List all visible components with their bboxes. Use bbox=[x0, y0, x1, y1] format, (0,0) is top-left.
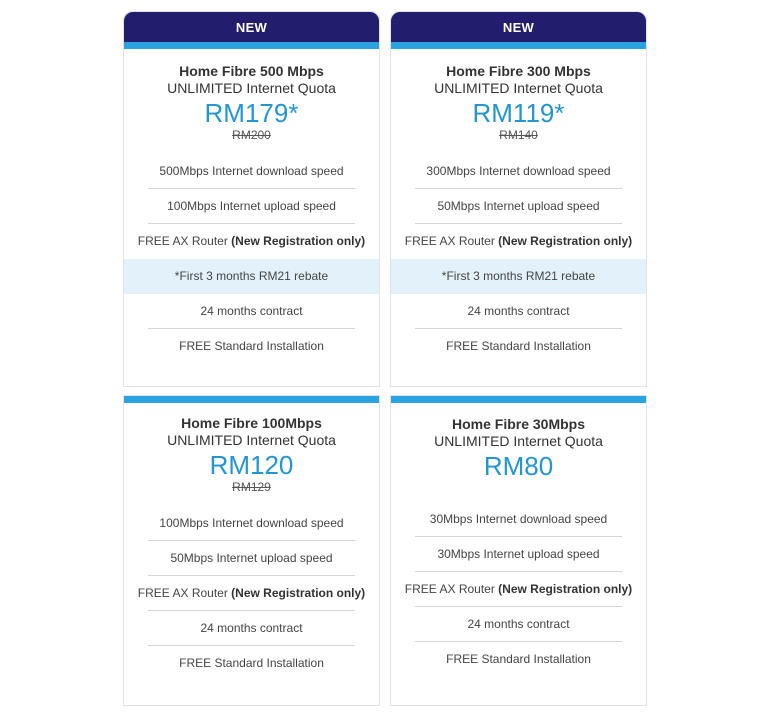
feature-note: (New Registration only) bbox=[498, 234, 633, 248]
accent-bar bbox=[124, 396, 379, 403]
feature-text: 50Mbps Internet upload speed bbox=[437, 199, 600, 213]
feature-text: 500Mbps Internet download speed bbox=[159, 164, 344, 178]
feature-item bbox=[124, 154, 379, 189]
feature-text: 50Mbps Internet upload speed bbox=[170, 551, 333, 565]
feature-list bbox=[124, 506, 379, 681]
feature-text: 24 months contract bbox=[200, 621, 303, 635]
feature-item bbox=[391, 224, 646, 259]
feature-item bbox=[391, 607, 646, 642]
feature-item bbox=[391, 642, 646, 677]
feature-item bbox=[391, 572, 646, 607]
feature-item bbox=[124, 224, 379, 259]
feature-text: FREE AX Router bbox=[404, 234, 499, 248]
feature-text: FREE Standard Installation bbox=[446, 339, 591, 353]
accent-bar bbox=[391, 42, 646, 49]
feature-list bbox=[391, 154, 646, 364]
plan-title: Home Fibre 30Mbps bbox=[451, 416, 586, 432]
feature-text: 24 months contract bbox=[467, 617, 570, 631]
feature-text: *First 3 months RM21 rebate bbox=[441, 269, 596, 283]
feature-item bbox=[391, 294, 646, 329]
feature-text: 30Mbps Internet upload speed bbox=[437, 547, 600, 561]
feature-item bbox=[124, 646, 379, 681]
feature-item-rebate bbox=[391, 259, 646, 294]
plan-title: Home Fibre 500 Mbps bbox=[179, 63, 324, 79]
feature-text: FREE AX Router bbox=[137, 586, 232, 600]
feature-item-rebate bbox=[124, 259, 379, 294]
feature-text: 100Mbps Internet download speed bbox=[159, 516, 344, 530]
feature-item bbox=[391, 329, 646, 364]
plan-card-300mbps bbox=[390, 11, 647, 387]
feature-list bbox=[124, 154, 379, 364]
feature-text: FREE AX Router bbox=[404, 582, 499, 596]
plan-old-price: RM200 bbox=[232, 128, 271, 142]
feature-item bbox=[124, 294, 379, 329]
feature-note: (New Registration only) bbox=[231, 234, 366, 248]
feature-text: 24 months contract bbox=[200, 304, 303, 318]
feature-note: (New Registration only) bbox=[498, 582, 633, 596]
feature-text: FREE Standard Installation bbox=[179, 339, 324, 353]
feature-item bbox=[124, 576, 379, 611]
feature-text: FREE Standard Installation bbox=[446, 652, 591, 666]
plan-price: RM80 bbox=[483, 451, 554, 481]
plan-card-30mbps bbox=[390, 395, 647, 706]
plan-subtitle: UNLIMITED Internet Quota bbox=[167, 432, 336, 448]
plan-title: Home Fibre 300 Mbps bbox=[446, 63, 591, 79]
feature-text: 300Mbps Internet download speed bbox=[426, 164, 611, 178]
feature-text: 30Mbps Internet download speed bbox=[429, 512, 608, 526]
accent-bar bbox=[391, 396, 646, 403]
plan-subtitle: UNLIMITED Internet Quota bbox=[167, 80, 336, 96]
feature-item bbox=[391, 189, 646, 224]
feature-list bbox=[391, 502, 646, 677]
plan-price: RM119* bbox=[472, 98, 565, 128]
feature-item bbox=[124, 541, 379, 576]
feature-text: 100Mbps Internet upload speed bbox=[167, 199, 336, 213]
plan-old-price: RM140 bbox=[499, 128, 538, 142]
feature-item bbox=[124, 611, 379, 646]
plan-card-500mbps bbox=[123, 11, 380, 387]
feature-item bbox=[124, 329, 379, 364]
feature-item bbox=[391, 537, 646, 572]
plan-subtitle: UNLIMITED Internet Quota bbox=[434, 80, 603, 96]
feature-text: FREE Standard Installation bbox=[179, 656, 324, 670]
plan-price: RM179* bbox=[204, 98, 299, 128]
feature-item bbox=[124, 506, 379, 541]
plan-title: Home Fibre 100Mbps bbox=[181, 415, 322, 431]
feature-item bbox=[124, 189, 379, 224]
plan-old-price: RM129 bbox=[232, 480, 271, 494]
new-badge: NEW bbox=[124, 12, 379, 42]
plan-subtitle: UNLIMITED Internet Quota bbox=[434, 433, 603, 449]
accent-bar bbox=[124, 42, 379, 49]
feature-item bbox=[391, 154, 646, 189]
plan-card-100mbps bbox=[123, 395, 380, 706]
plan-old-price-empty bbox=[391, 481, 646, 489]
feature-text: *First 3 months RM21 rebate bbox=[174, 269, 329, 283]
feature-item bbox=[391, 502, 646, 537]
feature-text: 24 months contract bbox=[467, 304, 570, 318]
new-badge: NEW bbox=[391, 12, 646, 42]
feature-note: (New Registration only) bbox=[231, 586, 366, 600]
plan-price: RM120 bbox=[209, 450, 294, 480]
feature-text: FREE AX Router bbox=[137, 234, 232, 248]
